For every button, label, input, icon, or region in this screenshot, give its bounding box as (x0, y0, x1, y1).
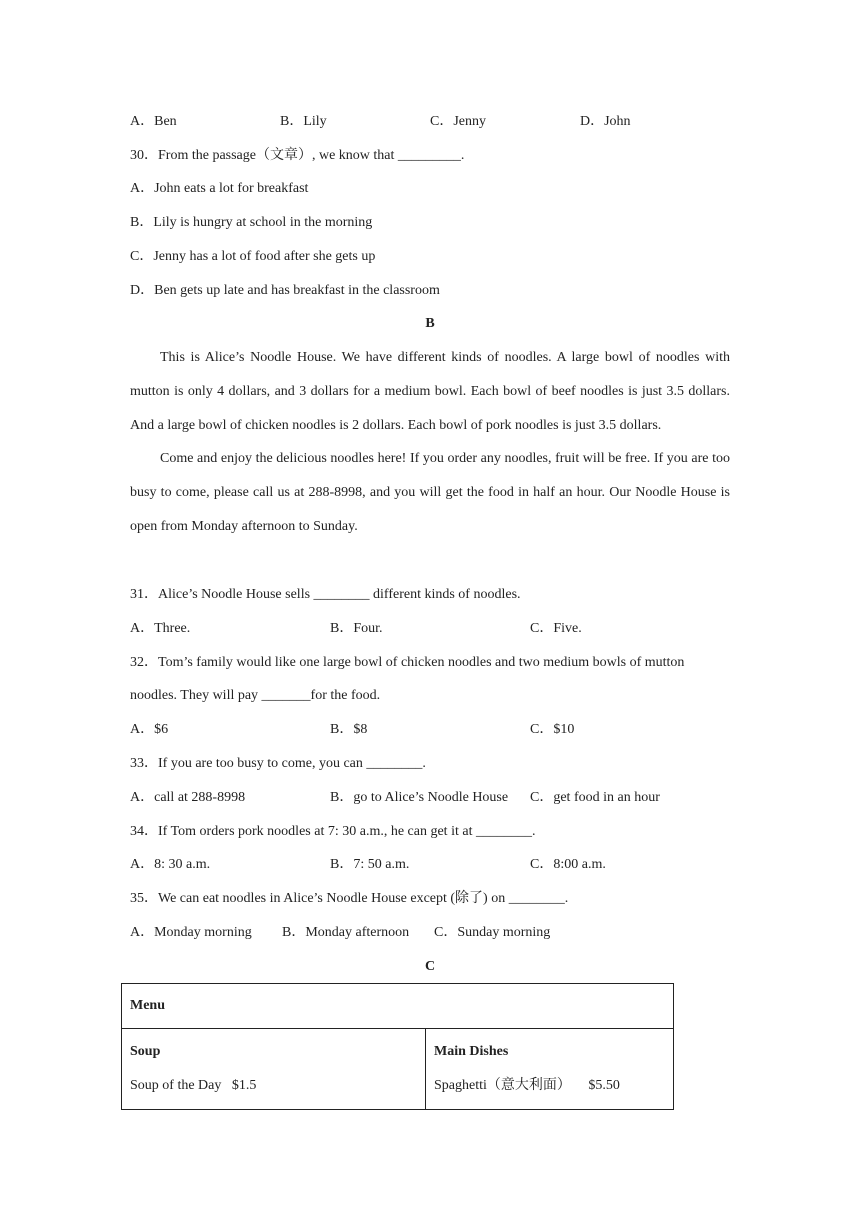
q31-option-b: B．Four. (330, 621, 383, 636)
q34-option-a: A．8: 30 a.m. (130, 857, 211, 872)
main-dish-item-name: Spaghetti（意大利面） (434, 1078, 571, 1093)
q35-option-c: C．Sunday morning (434, 925, 551, 940)
q29-option-b: B．Lily (280, 114, 327, 129)
q35-option-b: B．Monday afternoon (282, 925, 410, 940)
q29-option-c: C．Jenny (430, 114, 486, 129)
main-dish-item (434, 1075, 665, 1097)
q30-option-a: A．John eats a lot for breakfast (130, 181, 309, 196)
passage-paragraph-2: Come and enjoy the delicious noodles here! If you order any noodles, fruit will be free. If you are too busy to come, please call us at 288-8998, and you will get the food in half an hour. Our Noodle House is open from Monday afternoon to Sunday. (130, 451, 730, 534)
q30-option-b: B．Lily is hungry at school in the morning (130, 215, 373, 230)
soup-item-price: $1.5 (231, 1078, 257, 1093)
q32-stem-line2: noodles. They will pay _______for the food. (130, 688, 381, 703)
soup-item (130, 1075, 417, 1097)
q31-option-c: C．Five. (530, 621, 582, 636)
q29-option-d: D．John (580, 114, 631, 129)
q34-option-c: C．8:00 a.m. (530, 857, 606, 872)
q32-option-b: B．$8 (330, 722, 368, 737)
q33-option-b: B．go to Alice’s Noodle House (330, 790, 509, 805)
q33-stem: 33．If you are too busy to come, you can ________. (130, 756, 426, 771)
menu-title: Menu (122, 984, 674, 1029)
q32-option-c: C．$10 (530, 722, 575, 737)
q33-option-c: C．get food in an hour (530, 790, 660, 805)
soup-item-name: Soup of the Day (130, 1078, 222, 1093)
menu-table (121, 983, 674, 1110)
passage-paragraph-1: This is Alice’s Noodle House. We have different kinds of noodles. A large bowl of noodles with mutton is only 4 dollars, and 3 dollars for a medium bowl. Each bowl of beef noodles is just 3.5 dollars. And a large bowl of chicken noodles is 2 dollars. Each bowl of pork noodles is just 3.5 dollars. (130, 350, 730, 433)
q32-stem-line1: 32．Tom’s family would like one large bowl of chicken noodles and two medium bowls of mutton (130, 655, 685, 670)
section-b-heading: B (425, 316, 435, 331)
menu-main-dishes-cell (426, 1029, 674, 1110)
q34-option-b: B．7: 50 a.m. (330, 857, 410, 872)
q31-stem: 31．Alice’s Noodle House sells ________ different kinds of noodles. (130, 587, 521, 602)
menu-soup-cell (122, 1029, 426, 1110)
q30-option-d: D．Ben gets up late and has breakfast in the classroom (130, 283, 440, 298)
section-c-heading: C (424, 959, 436, 974)
section-b-passage (130, 341, 730, 544)
main-dish-item-price: $5.50 (588, 1078, 620, 1093)
q31-option-a: A．Three. (130, 621, 191, 636)
q35-stem: 35．We can eat noodles in Alice’s Noodle House except (除了) on ________. (130, 891, 569, 906)
q33-option-a: A．call at 288-8998 (130, 790, 246, 805)
q32-option-a: A．$6 (130, 722, 169, 737)
q34-stem: 34．If Tom orders pork noodles at 7: 30 a.m., he can get it at ________. (130, 824, 536, 839)
q30-option-c: C．Jenny has a lot of food after she gets up (130, 249, 376, 264)
soup-heading: Soup (130, 1044, 161, 1059)
q35-option-a: A．Monday morning (130, 925, 252, 940)
q30-stem: 30．From the passage（文章）, we know that _________. (130, 148, 465, 163)
main-dishes-heading: Main Dishes (434, 1044, 509, 1059)
q29-option-a: A．Ben (130, 114, 177, 129)
